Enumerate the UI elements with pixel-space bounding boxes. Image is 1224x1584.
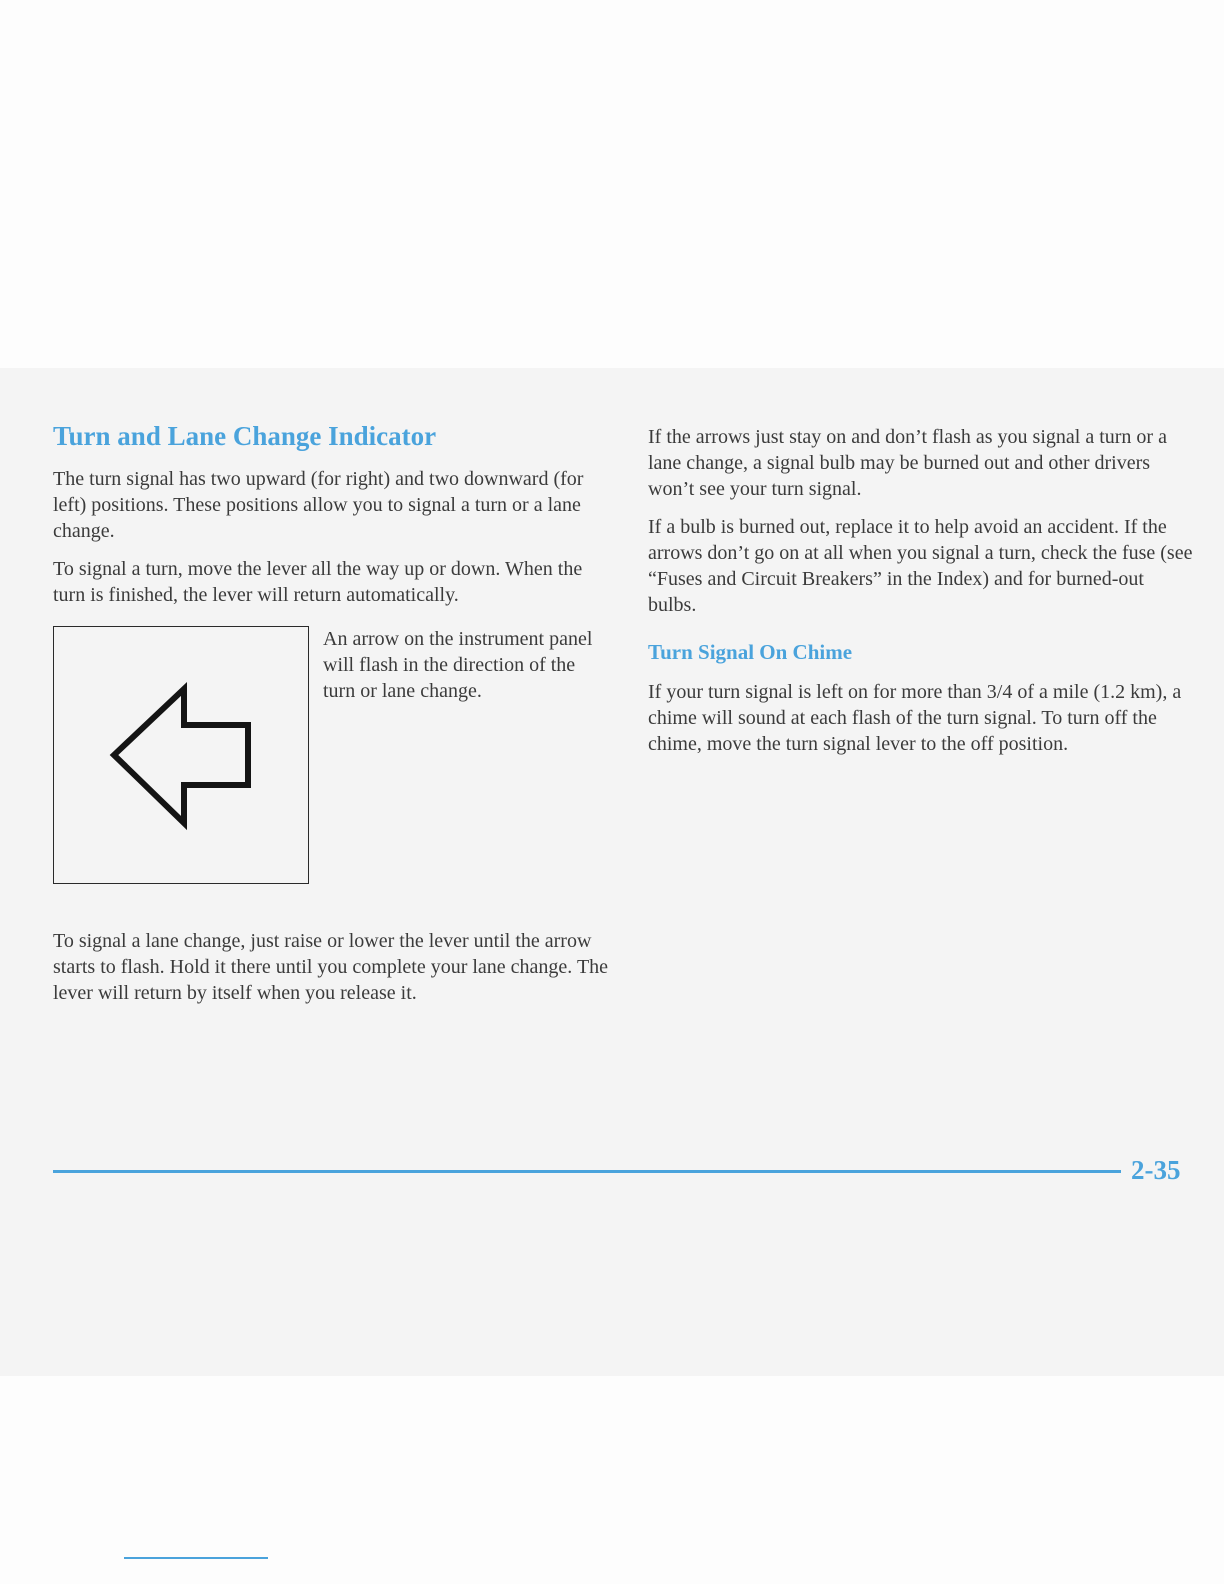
right-column bbox=[648, 424, 1193, 769]
bottom-rule bbox=[124, 1557, 268, 1559]
figure-caption: An arrow on the instrument panel will flash in the direction of the turn or lane change. bbox=[323, 628, 593, 703]
page-number: 2-35 bbox=[1131, 1155, 1181, 1185]
paragraph-lane-change: To signal a lane change, just raise or lower the lever until the arrow starts to flash. Hold it there until you complete your lane change. The lever will return by itself when you release it. bbox=[53, 930, 609, 1005]
paragraph-turn-signal-positions: The turn signal has two upward (for right) and two downward (for left) positions. These positions allow you to signal a turn or a lane change. bbox=[53, 468, 584, 543]
paragraph-arrows-stay-on: If the arrows just stay on and don’t flash as you signal a turn or a lane change, a signal bulb may be burned out and other drivers won’t see your turn signal. bbox=[648, 426, 1167, 500]
section-title: Turn and Lane Change Indicator bbox=[53, 421, 437, 451]
subsection-title: Turn Signal On Chime bbox=[648, 640, 853, 664]
turn-arrow-figure bbox=[53, 626, 309, 884]
figure-row bbox=[53, 626, 613, 888]
footer-rule bbox=[53, 1170, 1121, 1173]
paragraph-signal-turn: To signal a turn, move the lever all the way up or down. When the turn is finished, the lever will return automatically. bbox=[53, 558, 583, 607]
paragraph-bulb-burned-out: If a bulb is burned out, replace it to help avoid an accident. If the arrows don’t go on at all when you signal a turn, check the fuse (see “Fuses and Circuit Breakers” in the Index) and for burned-out bulbs. bbox=[648, 516, 1193, 616]
left-column bbox=[53, 420, 613, 1018]
left-arrow-icon bbox=[54, 627, 310, 885]
paragraph-chime: If your turn signal is left on for more than 3/4 of a mile (1.2 km), a chime will sound at each flash of the turn signal. To turn off the chime, move the turn signal lever to the off position. bbox=[648, 681, 1182, 756]
